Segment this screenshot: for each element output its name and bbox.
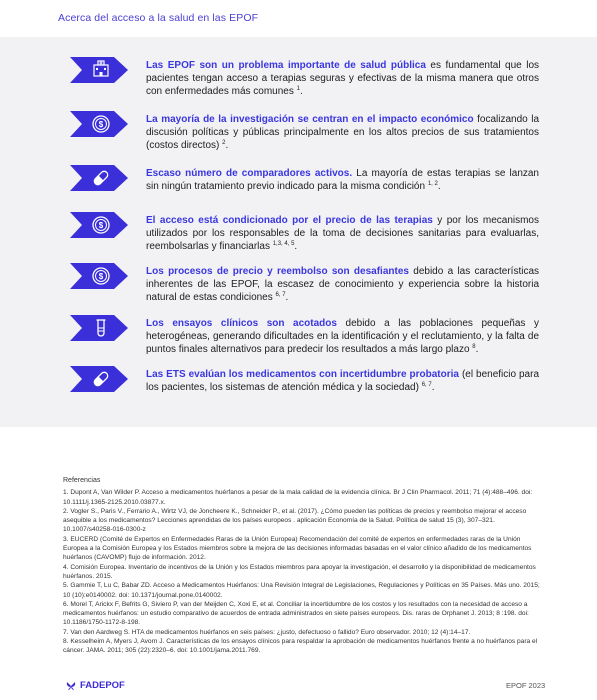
money-icon <box>70 109 130 135</box>
citation-sup: 1 <box>296 86 300 93</box>
references-title: Referencias <box>63 477 101 484</box>
hospital-icon <box>70 55 130 81</box>
item-end: . <box>299 86 303 98</box>
item-end: . <box>225 140 229 152</box>
item-text <box>146 59 539 99</box>
item-text <box>146 265 539 305</box>
item-body: debido a las características inherentes de las EPOF, la escasez de conocimiento y experiencia sobre la historia natural de estas condiciones <box>146 266 540 304</box>
citation-sup: 2 <box>222 140 226 147</box>
references-section <box>63 476 543 656</box>
item-highlight: La mayoría de la investigación se centran en el impacto económico <box>146 114 474 125</box>
item-text <box>146 113 539 153</box>
item-highlight: Escaso número de comparadores activos. <box>146 168 353 179</box>
item-text <box>146 368 539 394</box>
reference-item: 7. Van den Aardweg S. HTA de medicamentos huérfanos en seis países: ¿justo, defectuoso o fallido? Euro observador. 2010; 12 (4):14–17. <box>63 628 471 636</box>
citation-sup: 1,3, 4, 5 <box>272 241 295 248</box>
footer-year: EPOF 2023 <box>506 681 546 690</box>
citation-sup: 6, 7 <box>275 292 286 299</box>
pill-icon <box>70 163 130 189</box>
item-body: La mayoría de estas terapias se lanzan sin ningún tratamiento previo indicado para la misma condición <box>146 168 539 193</box>
item-text <box>146 317 539 357</box>
svg-text:$: $ <box>98 221 104 230</box>
item-end: . <box>294 241 298 253</box>
reference-item: 1. Dupont A, Van Wilder P. Acceso a medicamentos huérfanos a pesar de la mala calidad de la evidencia clínica. Br J Clin Pharmacol. 2011; 71 (4):488–496. doi: 10.1111/j.1365-2125.2010.03877.x. <box>63 489 533 506</box>
citation-sup: 1, 2 <box>427 181 438 188</box>
citation-sup: 8 <box>472 344 476 351</box>
reference-item: 3. EUCERD (Comité de Expertos en Enfermedades Raras de la Unión Europea) Recomendación del comité de expertos en enfermedades raras de la Unión Europea a la Comisión Europea y los Estados miembros sobre la mejora de las decisiones informadas basadas en el valor clínico añadido de los medicamentos huérfanos (CAVOMP) flujo de información. 2012. <box>63 535 532 562</box>
item-body: focalizando la discusión políticas y públicas principalmente en los altos precios de sus tratamientos (costos directos) <box>146 114 540 152</box>
item-body: es fundamental que los pacientes tengan acceso a terapias seguras y efectivas de la misma manera que otros con enfermedades más comunes <box>146 60 540 98</box>
citation-sup: 6, 7 <box>421 382 432 389</box>
item-end: . <box>285 292 289 304</box>
reference-item: 4. Comisión Europea. Inventario de incentivos de la Unión y los Estados miembros para apoyar la investigación, el desarrollo y la disponibilidad de medicamentos huérfanos. 2015. <box>63 563 536 580</box>
item-body: (el beneficio para los pacientes, los sistemas de atención médica y la sociedad) <box>146 369 540 394</box>
butterfly-icon <box>66 681 76 691</box>
item-highlight: Las ETS evalúan los medicamentos con incertidumbre probatoria <box>146 369 459 380</box>
reference-item: 2. Vogler S., Paris V., Ferrario A., Wirtz VJ, de Joncheere K., Schneider P., et al. (2017). ¿Cómo pueden las políticas de precios y reembolso mejorar el acceso asequible a los medicamentos? Lecciones aprendidas de los países europeos . aplicación Economía de la Salud. Política de salud 15 (3), 307–321. 10.1007/s40258-016-0300-z <box>63 507 527 534</box>
item-text <box>146 214 539 254</box>
logo-text: FADEPOF <box>80 680 125 691</box>
page-title: Acerca del acceso a la salud en las EPOF <box>58 12 259 24</box>
reference-item: 5. Gammie T, Lu C, Babar ZD. Acceso a Medicamentos Huérfanos: Una Revisión Integral de Legislaciones, Regulaciones y Políticas en 35 Países. Más uno. 2015; 10 (10):e0140002. doi: 10.1371/journal.pone.0140002. <box>63 582 540 599</box>
item-highlight: Los ensayos clínicos son acotados <box>146 318 337 329</box>
item-highlight: Las EPOF son un problema importante de salud pública <box>146 60 426 71</box>
reference-item: 6. Morel T, Arickx F, Befrits G, Siviero P, van der Meijden C, Xoxi E, et al. Conciliar la incertidumbre de los costos y los resultados con la necesidad de acceso a medicamentos huérfanos: un estudio comparativo de acuerdos de entrada administrados en siete países europeos. Dis. raras de Orphanet J. 2013; 8 :198. doi: 10.1186/1750-1172-8-198. <box>63 600 529 627</box>
item-highlight: El acceso está condicionado por el precio de las terapias <box>146 215 433 226</box>
pill-icon <box>70 364 130 390</box>
fadepof-logo <box>66 680 125 691</box>
money-icon <box>70 210 130 236</box>
item-text <box>146 167 539 193</box>
item-body: debido a las poblaciones pequeñas y heterogéneas, generando dificultades en la identificación y el reclutamiento, y la falta de puntos finales alternativos para predecir los resultados a más largo plazo <box>146 318 539 356</box>
references-list <box>63 488 543 655</box>
item-end: . <box>431 382 435 394</box>
reference-item: 8. Kesselheim A, Myers J, Avorn J. Características de los ensayos clínicos para respaldar la aprobación de medicamentos huérfanos frente a no huérfanos para el cáncer. JAMA. 2011; 305 (22):2320–6. doi: 10.1001/jama.2011.769. <box>63 638 538 655</box>
test-tube-icon <box>70 313 130 339</box>
money-icon <box>70 261 130 287</box>
item-end: . <box>437 181 441 193</box>
svg-text:$: $ <box>98 120 104 129</box>
item-body: y por los mecanismos utilizados por los responsables de la toma de decisiones sanitarias para evaluarlas, reembolsarlas y financiarlas <box>146 215 539 253</box>
item-end: . <box>475 344 479 356</box>
svg-text:$: $ <box>98 272 104 281</box>
item-highlight: Los procesos de precio y reembolso son desafiantes <box>146 266 409 277</box>
